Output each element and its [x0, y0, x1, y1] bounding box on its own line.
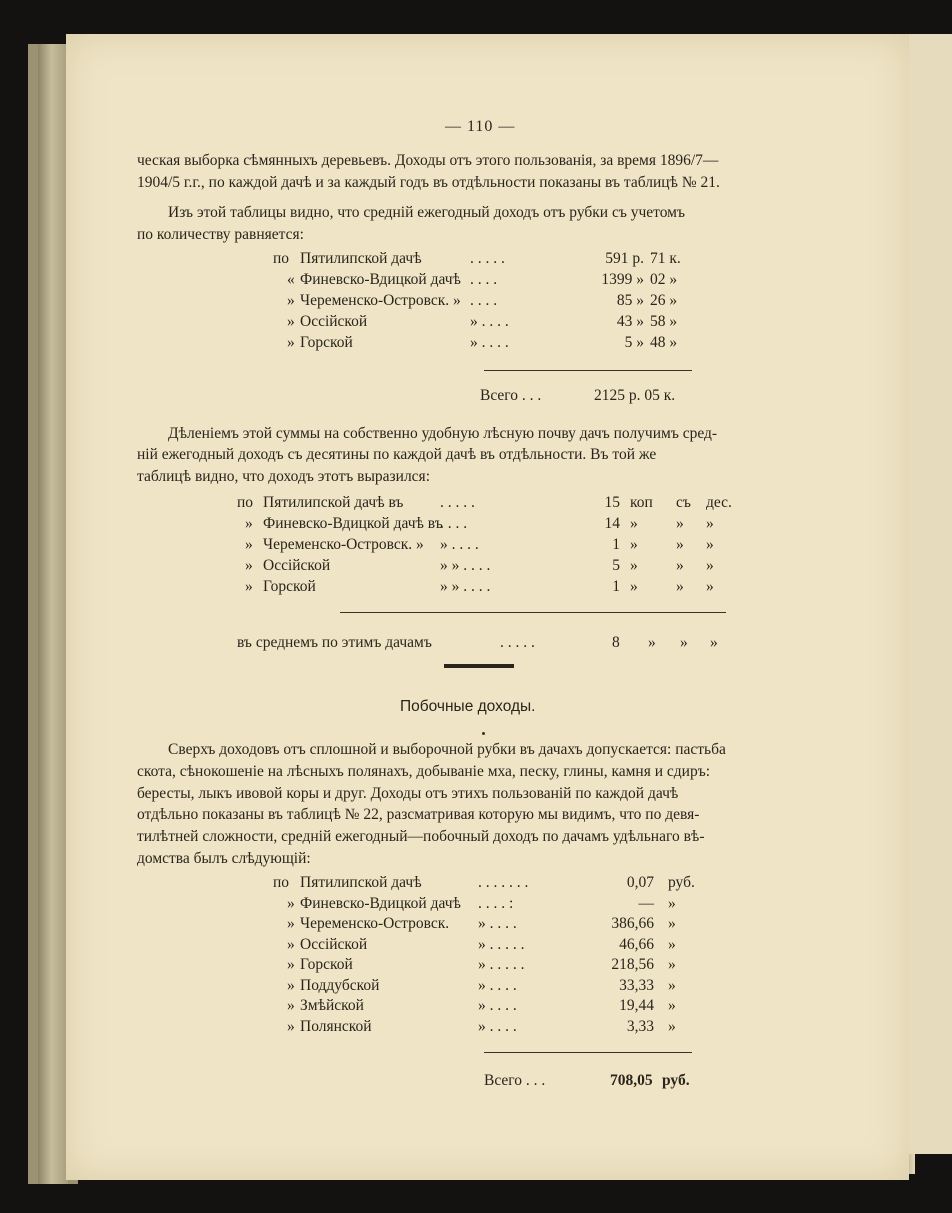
binding-fold: [38, 44, 68, 1184]
table1-row-prefix: по: [273, 250, 290, 267]
para2-line-2: ній ежегодный доходъ съ десятины по каждой дачѣ въ отдѣльности. Въ той же: [137, 446, 657, 463]
section-heading: Побочные доходы.: [400, 698, 536, 715]
table2-row-unit: »: [630, 578, 638, 595]
para3-line-3: бересты, лыкъ ивовой коры и друг. Доходы отъ этихъ пользованій по каждой дачѣ: [137, 785, 679, 802]
table3-row-prefix: »: [287, 997, 295, 1014]
table2-row-value: 14: [604, 515, 620, 532]
table3-row-value: 0,07: [626, 874, 654, 891]
table1-row-rub: 5 »: [624, 334, 644, 351]
table3-row-dots: » . . . .: [478, 997, 517, 1014]
table3-row-value: 19,44: [619, 997, 654, 1014]
table2-row-prefix: по: [237, 494, 254, 511]
table2-avg-label: въ среднемъ по этимъ дачамъ: [237, 634, 432, 651]
table3-row-prefix: по: [273, 874, 290, 891]
table3-row-name: Полянской: [300, 1018, 372, 1035]
table3-row-dots: . . . . . . .: [478, 874, 529, 891]
table3-row-dots: » . . . .: [478, 1018, 517, 1035]
table2-row-c3: »: [676, 557, 684, 574]
table1-row-name: Оссійской: [300, 313, 368, 330]
table3-row-unit: »: [668, 956, 676, 973]
table2-row-value: 15: [604, 494, 620, 511]
table3-row-name: Череменско-Островск.: [300, 915, 450, 932]
table3-row-value: 386,66: [611, 915, 654, 932]
table3-row-name: Оссійской: [300, 936, 368, 953]
page-number: — 110 —: [445, 118, 516, 135]
para1-line-2: по количеству равняется:: [137, 226, 304, 243]
table2-row-c4: »: [706, 515, 714, 532]
table3-row-name: Финевско-Вдицкой дачѣ: [300, 895, 461, 912]
table2-row-unit: »: [630, 536, 638, 553]
para2-line-3: таблицѣ видно, что доходъ этотъ выразился:: [137, 468, 430, 485]
table3-row-value: —: [638, 895, 654, 912]
heading-dot: [482, 732, 485, 735]
table1-row-rub: 591 р.: [605, 250, 644, 267]
table2-row-dots: . . . .: [440, 515, 468, 532]
table3-row-name: Поддубской: [300, 977, 380, 994]
table2-row-prefix: »: [245, 578, 253, 595]
para1-line-1: Изъ этой таблицы видно, что средній ежегодный доходъ отъ рубки съ учетомъ: [168, 204, 686, 221]
table2-row-c4: »: [706, 557, 714, 574]
table1-row-rub: 85 »: [616, 292, 644, 309]
table2-row-value: 1: [612, 578, 620, 595]
table3-row-name: Змѣйской: [300, 997, 364, 1014]
table1-row-prefix: «: [287, 271, 295, 288]
table3-row-unit: руб.: [668, 874, 695, 891]
table2-row-dots: » » . . . .: [440, 557, 491, 574]
table2-row-c3: »: [676, 515, 684, 532]
table3-row-unit: »: [668, 895, 676, 912]
table2-row-dots: » . . . .: [440, 536, 479, 553]
table2-row-dots: . . . . .: [440, 494, 475, 511]
table3-row-dots: . . . . :: [478, 895, 514, 912]
table3-row-prefix: »: [287, 1018, 295, 1035]
table1-total-label: Всего . . .: [480, 387, 542, 404]
next-page-edge: [909, 34, 952, 1154]
table3-row-value: 33,33: [619, 977, 654, 994]
table2-row-c3: »: [676, 536, 684, 553]
table3-row-value: 218,56: [611, 956, 654, 973]
para2-line-1: Дѣленіемъ этой суммы на собственно удобную лѣсную почву дачъ получимъ сред-: [168, 425, 718, 442]
table3-rule: [484, 1052, 692, 1053]
table3-row-unit: »: [668, 977, 676, 994]
table3-row-prefix: »: [287, 977, 295, 994]
table3-row-prefix: »: [287, 936, 295, 953]
table1-row-prefix: »: [287, 313, 295, 330]
table2-row-value: 1: [612, 536, 620, 553]
table3-row-name: Горской: [300, 956, 353, 973]
table2-row-prefix: »: [245, 515, 253, 532]
section-divider: [444, 664, 514, 668]
table1-row-name: Череменско-Островск. »: [300, 292, 461, 309]
table2-row-prefix: »: [245, 536, 253, 553]
table2-row-dots: » » . . . .: [440, 578, 491, 595]
intro-line-1: ческая выборка сѣмянныхъ деревьевъ. Доходы отъ этого пользованія, за время 1896/7—: [137, 152, 719, 169]
table2-row-c4: дес.: [706, 494, 732, 511]
table1-row-rub: 43 »: [616, 313, 644, 330]
table1-row-prefix: »: [287, 334, 295, 351]
table2-row-c4: »: [706, 578, 714, 595]
table3-total-value: 708,05: [610, 1072, 653, 1089]
table2-row-value: 5: [612, 557, 620, 574]
table2-rule: [340, 612, 726, 613]
table2-row-name: Финевско-Вдицкой дачѣ въ: [263, 515, 443, 532]
table3-row-value: 3,33: [626, 1018, 654, 1035]
table2-row-c3: »: [676, 578, 684, 595]
table1-rule: [484, 370, 692, 371]
table1-row-name: Горской: [300, 334, 353, 351]
table1-row-kop: 48 »: [650, 334, 678, 351]
table2-row-name: Горской: [263, 578, 316, 595]
intro-line-2: 1904/5 г.г., по каждой дачѣ и за каждый годъ въ отдѣльности показаны въ таблицѣ № 21.: [137, 174, 720, 191]
table1-row-rub: 1399 »: [601, 271, 644, 288]
table3-row-name: Пятилипской дачѣ: [300, 874, 422, 891]
table1-row-kop: 58 »: [650, 313, 678, 330]
table3-row-dots: » . . . .: [478, 915, 517, 932]
table2-avg-c4: »: [710, 634, 718, 651]
table2-avg-unit: »: [648, 634, 656, 651]
table1-row-name: Пятилипской дачѣ: [300, 250, 422, 267]
table3-row-prefix: »: [287, 915, 295, 932]
table1-row-dots: . . . .: [470, 271, 498, 288]
table1-row-prefix: »: [287, 292, 295, 309]
para3-line-4: отдѣльно показаны въ таблицѣ № 22, разсматривая которую мы видимъ, что по девя-: [137, 806, 700, 823]
table1-row-name: Финевско-Вдицкой дачѣ: [300, 271, 461, 288]
table2-avg-c3: »: [680, 634, 688, 651]
table2-row-name: Череменско-Островск. »: [263, 536, 424, 553]
table3-total-unit: руб.: [662, 1072, 690, 1089]
table2-row-unit: »: [630, 515, 638, 532]
table2-row-unit: »: [630, 557, 638, 574]
table3-row-unit: »: [668, 1018, 676, 1035]
table2-row-c3: съ: [676, 494, 691, 511]
table3-row-dots: » . . . . .: [478, 956, 525, 973]
table2-row-name: Оссійской: [263, 557, 331, 574]
table1-row-dots: » . . . .: [470, 334, 509, 351]
para3-line-1: Сверхъ доходовъ отъ сплошной и выборочной рубки въ дачахъ допускается: пастьба: [168, 741, 726, 758]
para3-line-6: домства былъ слѣдующій:: [137, 850, 311, 867]
table1-row-dots: . . . .: [470, 292, 498, 309]
table2-row-prefix: »: [245, 557, 253, 574]
table1-row-dots: » . . . .: [470, 313, 509, 330]
table2-avg-dots: . . . . .: [500, 634, 535, 651]
table3-row-value: 46,66: [619, 936, 654, 953]
para3-line-2: скота, сѣнокошеніе на лѣсныхъ полянахъ, добываніе мха, песку, глины, камня и сдиръ:: [137, 763, 711, 780]
table3-row-prefix: »: [287, 895, 295, 912]
table2-row-unit: коп: [630, 494, 653, 511]
table2-row-c4: »: [706, 536, 714, 553]
table3-row-unit: »: [668, 936, 676, 953]
table1-row-kop: 02 »: [650, 271, 678, 288]
table2-avg-value: 8: [612, 634, 620, 651]
table3-row-unit: »: [668, 997, 676, 1014]
table3-row-dots: » . . . . .: [478, 936, 525, 953]
table3-total-label: Всего . . .: [484, 1072, 546, 1089]
para3-line-5: тилѣтней сложности, средній ежегодный—побочный доходъ по дачамъ удѣльнаго вѣ-: [137, 828, 705, 845]
table1-row-kop: 26 »: [650, 292, 678, 309]
table1-row-dots: . . . . .: [470, 250, 505, 267]
table2-row-name: Пятилипской дачѣ въ: [263, 494, 404, 511]
table1-total-value: 2125 р. 05 к.: [594, 387, 676, 404]
table3-row-prefix: »: [287, 956, 295, 973]
table3-row-unit: »: [668, 915, 676, 932]
table1-row-kop: 71 к.: [650, 250, 681, 267]
table3-row-dots: » . . . .: [478, 977, 517, 994]
